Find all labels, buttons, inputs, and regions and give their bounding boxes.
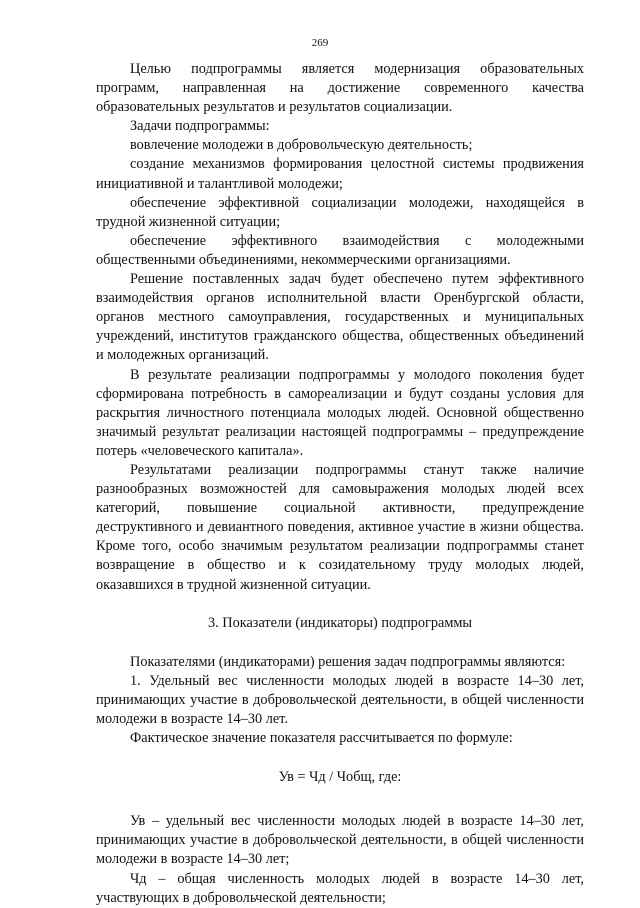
page-number: 269 — [311, 37, 329, 49]
definition-uv: Ув – удельный вес численности молодых людей в возрасте 14–30 лет, принимающих участие в добровольческой деятельности, в общей численности молодежи в возрасте 14–30 лет; — [96, 813, 584, 868]
task-item-volunteering: вовлечение молодежи в добровольческую деятельность; — [130, 137, 473, 154]
document-body — [96, 60, 584, 908]
indicators-intro: Показателями (индикаторами) решения задач подпрограммы являются: — [130, 653, 566, 670]
formula: Ув = Чд / Чобщ, где: — [278, 769, 402, 786]
paragraph-additional-results: Результатами реализации подпрограммы станут также наличие разнообразных возможностей для самовыражения молодых людей всех категорий, повышение социальной активности, предупреждение деструктивного и девиантного поведения, активное участие в жизни общества. Кроме того, особо значимым результатом реализации подпрограммы станет возвращение в общество и к созидательному труду молодых людей, оказавшихся в трудной жизненной ситуации. — [96, 461, 584, 593]
section-heading: 3. Показатели (индикаторы) подпрограммы — [207, 614, 473, 631]
paragraph-tasks-title: Задачи подпрограммы: — [130, 118, 270, 135]
task-item-socialization: обеспечение эффективной социализации молодежи, находящейся в трудной жизненной ситуации; — [96, 194, 584, 230]
formula-intro: Фактическое значение показателя рассчитывается по формуле: — [130, 730, 513, 747]
paragraph-goal: Целью подпрограммы является модернизация образовательных программ, направленная на достижение современного качества образовательных результатов и результатов социализации. — [96, 61, 584, 116]
definition-chd: Чд – общая численность молодых людей в возрасте 14–30 лет, участвующих в добровольческой деятельности; — [96, 870, 584, 906]
paragraph-solution: Решение поставленных задач будет обеспечено путем эффективного взаимодействия органов исполнительной власти Оренбургской области, органов местного самоуправления, государственных и муниципальных учреждений, институтов гражданского общества, общественных объединений и молодежных организаций. — [96, 271, 584, 364]
paragraph-results: В результате реализации подпрограммы у молодого поколения будет сформирована потребность в самореализации и будут созданы условия для раскрытия личностного потенциала молодых людей. Основной общественно значимый результат реализации настоящей подпрограммы – предупреждение потерь «человеческого капитала». — [96, 366, 584, 459]
task-item-public-associations: обеспечение эффективного взаимодействия с молодежными общественными объединениями, некоммерческими организациями. — [96, 232, 584, 268]
task-item-talented-youth: создание механизмов формирования целостной системы продвижения инициативной и талантливой молодежи; — [96, 156, 584, 192]
indicator-item-1: 1. Удельный вес численности молодых людей в возрасте 14–30 лет, принимающих участие в добровольческой деятельности, в общей численности молодежи в возрасте 14–30 лет. — [96, 672, 584, 727]
